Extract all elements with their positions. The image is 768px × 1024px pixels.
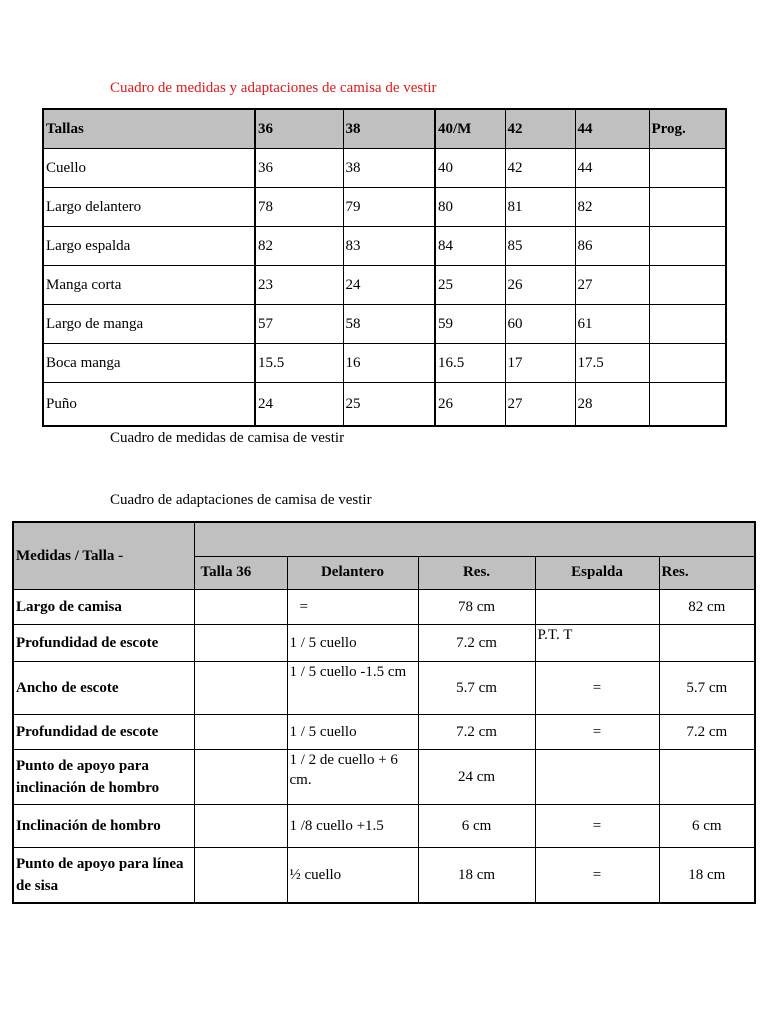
table-cell: 1 / 5 cuello xyxy=(287,625,418,662)
row-label: Profundidad de escote xyxy=(13,715,194,750)
table-cell: 38 xyxy=(343,149,435,188)
row-label: Ancho de escote xyxy=(13,662,194,715)
adaptations-table xyxy=(12,521,756,904)
row-label: Inclinación de hombro xyxy=(13,805,194,848)
table-cell: 1 /8 cuello +1.5 xyxy=(287,805,418,848)
table-cell: 40 xyxy=(435,149,505,188)
header-cell: Talla 36 xyxy=(194,556,287,590)
table-cell xyxy=(649,188,726,227)
table-cell: 7.2 cm xyxy=(418,625,535,662)
table-row xyxy=(43,149,726,188)
table-cell xyxy=(535,590,659,625)
table-row xyxy=(13,805,755,848)
table-row xyxy=(43,383,726,427)
measurements-table xyxy=(42,108,727,427)
row-label: Largo espalda xyxy=(43,227,255,266)
table-cell: 27 xyxy=(575,266,649,305)
table-cell: 1 / 5 cuello -1.5 cm xyxy=(287,662,418,715)
table-cell: 25 xyxy=(343,383,435,427)
header-cell: 38 xyxy=(343,109,435,149)
header-cell: Res. xyxy=(659,556,755,590)
measurements-caption: Cuadro de medidas de camisa de vestir xyxy=(110,430,345,446)
table-cell: 24 xyxy=(343,266,435,305)
table-cell xyxy=(649,266,726,305)
table-cell: 7.2 cm xyxy=(659,715,755,750)
table-row xyxy=(13,750,755,805)
table-cell: 81 xyxy=(505,188,575,227)
table-cell: 80 xyxy=(435,188,505,227)
table-row xyxy=(43,305,726,344)
table-cell: 82 xyxy=(575,188,649,227)
document-title: Cuadro de medidas y adaptaciones de camisa de vestir xyxy=(110,80,437,96)
table-row xyxy=(13,848,755,904)
row-label: Puño xyxy=(43,383,255,427)
table-cell xyxy=(659,750,755,805)
table-cell xyxy=(659,625,755,662)
table-cell: 5.7 cm xyxy=(659,662,755,715)
table-cell xyxy=(649,305,726,344)
table-cell: 27 xyxy=(505,383,575,427)
table-cell: 85 xyxy=(505,227,575,266)
header-cell: Res. xyxy=(418,556,535,590)
table-row xyxy=(13,662,755,715)
header-cell: Delantero xyxy=(287,556,418,590)
table-cell: 60 xyxy=(505,305,575,344)
table-cell xyxy=(535,750,659,805)
header-cell: Prog. xyxy=(649,109,726,149)
table-cell xyxy=(194,625,287,662)
table-cell: 83 xyxy=(343,227,435,266)
table-cell: 82 cm xyxy=(659,590,755,625)
table-row xyxy=(13,715,755,750)
row-label: Largo delantero xyxy=(43,188,255,227)
row-label: Profundidad de escote xyxy=(13,625,194,662)
table-cell: 18 cm xyxy=(418,848,535,904)
table-cell: 1 / 2 de cuello + 6 cm. xyxy=(287,750,418,805)
table-cell: 78 xyxy=(255,188,343,227)
table-cell: 57 xyxy=(255,305,343,344)
table-cell: 16.5 xyxy=(435,344,505,383)
table-cell xyxy=(194,750,287,805)
table-cell: 7.2 cm xyxy=(418,715,535,750)
table-cell: 6 cm xyxy=(659,805,755,848)
table-cell: 78 cm xyxy=(418,590,535,625)
table-cell: 26 xyxy=(435,383,505,427)
table-cell xyxy=(194,662,287,715)
table-cell: 59 xyxy=(435,305,505,344)
row-label: Cuello xyxy=(43,149,255,188)
row-label: Manga corta xyxy=(43,266,255,305)
row-label: Boca manga xyxy=(43,344,255,383)
table-cell: 82 xyxy=(255,227,343,266)
table-row xyxy=(43,344,726,383)
table-cell: 24 cm xyxy=(418,750,535,805)
table-cell: 15.5 xyxy=(255,344,343,383)
table-cell: 26 xyxy=(505,266,575,305)
row-label: Largo de manga xyxy=(43,305,255,344)
table-header-row xyxy=(43,109,726,149)
row-label: Largo de camisa xyxy=(13,590,194,625)
table-cell: ½ cuello xyxy=(287,848,418,904)
table-cell: 6 cm xyxy=(418,805,535,848)
table-cell: 86 xyxy=(575,227,649,266)
table-cell: 1 / 5 cuello xyxy=(287,715,418,750)
header-cell: Espalda xyxy=(535,556,659,590)
table-cell: 61 xyxy=(575,305,649,344)
table-cell: 44 xyxy=(575,149,649,188)
table-cell: P.T. T xyxy=(535,625,659,662)
table-row xyxy=(43,188,726,227)
table-cell: 58 xyxy=(343,305,435,344)
table-cell: = xyxy=(535,805,659,848)
header-cell: 42 xyxy=(505,109,575,149)
table-cell: = xyxy=(535,662,659,715)
table-cell: 17.5 xyxy=(575,344,649,383)
table-cell xyxy=(649,227,726,266)
header-cell: Tallas xyxy=(43,109,255,149)
table-cell xyxy=(649,383,726,427)
corner-header: Medidas / Talla - xyxy=(13,522,194,590)
table-cell xyxy=(194,805,287,848)
table-cell xyxy=(649,344,726,383)
row-label: Punto de apoyo para línea de sisa xyxy=(13,848,194,904)
table-cell: 23 xyxy=(255,266,343,305)
adaptations-caption: Cuadro de adaptaciones de camisa de vestir xyxy=(110,492,372,508)
table-row xyxy=(13,590,755,625)
header-cell: 36 xyxy=(255,109,343,149)
table-cell: 25 xyxy=(435,266,505,305)
header-cell: 44 xyxy=(575,109,649,149)
header-band xyxy=(194,522,755,556)
table-cell: 28 xyxy=(575,383,649,427)
table-cell xyxy=(194,848,287,904)
table-header-row xyxy=(13,522,755,556)
table-cell: 36 xyxy=(255,149,343,188)
table-cell: 24 xyxy=(255,383,343,427)
table-cell: 84 xyxy=(435,227,505,266)
table-row xyxy=(43,227,726,266)
table-cell: 16 xyxy=(343,344,435,383)
table-cell: = xyxy=(535,715,659,750)
table-cell: 5.7 cm xyxy=(418,662,535,715)
header-cell: 40/M xyxy=(435,109,505,149)
table-cell xyxy=(194,715,287,750)
table-cell: 18 cm xyxy=(659,848,755,904)
table-cell: 42 xyxy=(505,149,575,188)
table-row xyxy=(43,266,726,305)
table-cell: 17 xyxy=(505,344,575,383)
table-cell xyxy=(649,149,726,188)
table-cell: 79 xyxy=(343,188,435,227)
row-label: Punto de apoyo para inclinación de hombro xyxy=(13,750,194,805)
table-cell xyxy=(194,590,287,625)
table-row xyxy=(13,625,755,662)
table-cell: = xyxy=(287,590,418,625)
table-cell: = xyxy=(535,848,659,904)
